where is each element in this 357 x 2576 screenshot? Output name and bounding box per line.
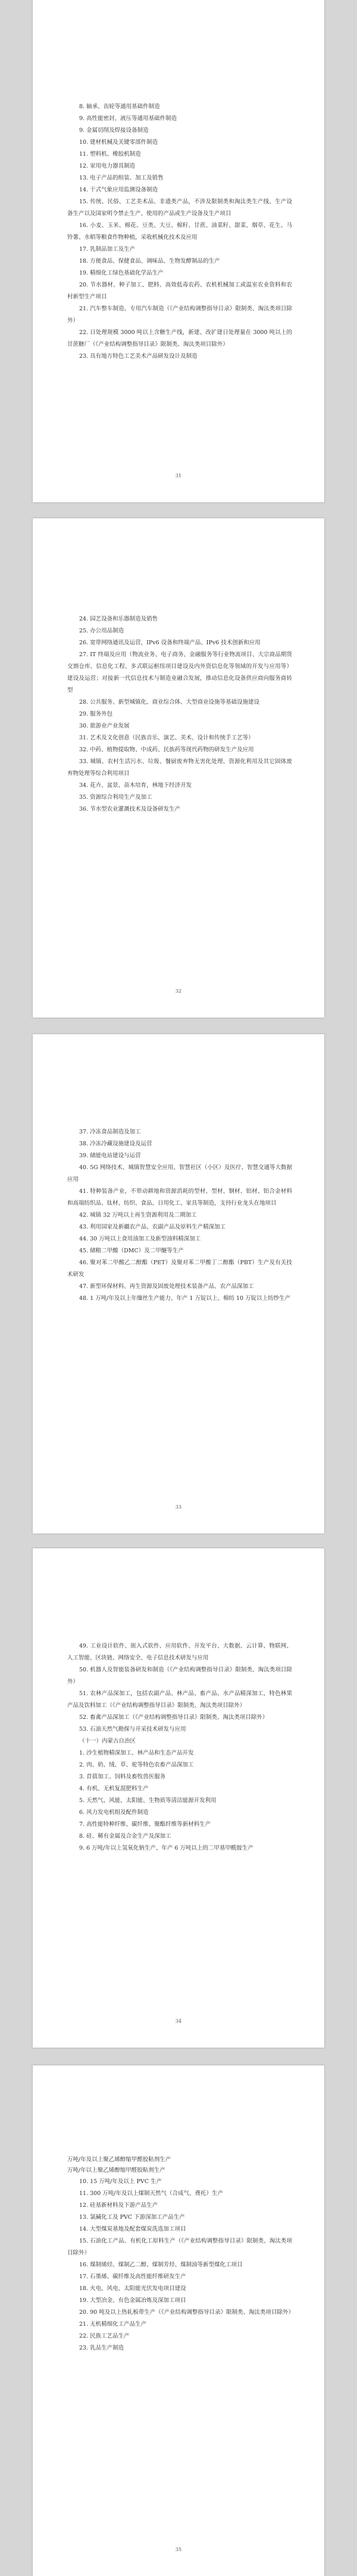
- list-item: 17. 乳制品加工及生产: [79, 246, 136, 253]
- list-item: 10. 建材机械及关键零部件制造: [79, 139, 158, 146]
- list-item: 19. 大型冶金、有色金属冶炼及深加工项目: [79, 2297, 186, 2304]
- list-item: 43. 利用国家及新疆农产品、农副产品及原料生产精深加工: [79, 1224, 226, 1230]
- list-item: 50. 机器人及智能装备研发和制造（《产业结构调整指导目录》限制类、淘汰类项目除外）: [67, 1667, 292, 1685]
- section-heading: （十一）内蒙古自治区: [79, 1738, 136, 1744]
- list-item: 21. 汽车整车制造、专用汽车制造（《产业结构调整指导目录》限制类、淘汰类项目除外）: [67, 306, 292, 324]
- list-item: 47. 新型环保材料、再生资源及固废处理技术装备产品、农产品深加工: [79, 1283, 254, 1290]
- page-number: 32: [175, 988, 182, 994]
- list-item: 1. 沙生植物精深加工、林产品和生态产品开发: [79, 1750, 194, 1756]
- list-item: 44. 30 万吨以上食用油加工及新型油料精深加工: [79, 1236, 201, 1242]
- list-item: 17. 石墨烯、碳纤维及高性能纤维研发生产: [79, 2273, 186, 2280]
- list-item: 2. 肉、奶、绒、草、驼等特色农畜产品深加工: [79, 1762, 194, 1768]
- list-item: 53. 石油天然气勘探与开采技术研发与应用: [79, 1726, 186, 1733]
- list-item: 33. 城镇、农村生活污水、垃圾、餐厨废弃物无害化处理、资源化利用及其它固体废弃物处理等综合利用项目: [67, 758, 292, 777]
- list-item: 14. 大型煤炭基地及配套煤炭洗选加工项目: [79, 2226, 186, 2232]
- list-item: 7. 高性能特种纤维、碳纤维、聚酯纤维等新材料生产: [79, 1821, 211, 1828]
- list-item: 40. 5G 网络技术、城镇智慧安全应用、智慧社区（小区）及医疗、智慧交通等大数据应用: [67, 1164, 292, 1183]
- carryover-line: 万吨/年以上聚乙烯醇缩甲醛胶粘剂生产: [67, 2167, 165, 2174]
- list-item: 20. 90 吨及以上热轧板带生产（《产业结构调整指导目录》限制类、淘汰类项目除外）: [79, 2309, 294, 2316]
- list-item: 8. 硅、稀有金属及合金生产及深加工: [79, 1833, 171, 1840]
- list-item: 23. 具有地方特色工艺美术产品研发设计及制造: [79, 353, 198, 360]
- list-item: 51. 农林产品深加工，包括农副产品、林产品、畜产品、水产品精深加工，特色林果产品及饮料加工（《产业结构调整指导目录》限制类、淘汰类项目除外）: [67, 1690, 292, 1709]
- list-item: 22. 民族工艺品生产: [79, 2333, 130, 2339]
- list-item: 10. 15 万吨/年及以上 PVC 生产: [79, 2178, 162, 2185]
- list-item: 14. 干式气象应用监测设备制造: [79, 187, 158, 193]
- page-number: 31: [175, 473, 182, 478]
- list-item: 12. 家用电力器具制造: [79, 163, 136, 169]
- list-item: 30. 旅游业产业发展: [79, 723, 130, 729]
- list-item: 13. 氯碱化工及 PVC 下游深加工产品生产: [79, 2214, 185, 2221]
- list-item: 35. 资源综合利用生产及加工: [79, 794, 152, 801]
- list-item: 15. 石油化工产品、有机化工原料生产（《产业结构调整指导目录》限制类、淘汰类项目除外）: [67, 2238, 292, 2256]
- page-2-content: [67, 613, 292, 815]
- list-item: 24. 园艺设备和乐器制造及销售: [79, 616, 158, 622]
- list-item: 9. 6 万吨/年以上氢氧化钠生产、年产 6 万吨以上的二甲基甲酰胺生产: [79, 1845, 253, 1851]
- page-4-content: [67, 1640, 292, 1854]
- list-item: 26. 宽带网络通讯及运营，IPv6 设备和终端产品、IPv6 技术创新和应用: [79, 640, 261, 646]
- list-item: 13. 电子产品的组装、加工及销售: [79, 175, 164, 181]
- list-item: 18. 火电、风电、太阳能光伏发电项目建设: [79, 2285, 186, 2292]
- list-item: 38. 冷冻冷藏设施建设及运营: [79, 1141, 152, 1147]
- list-item: 22. 日处理规模 3000 吨以上含糖生产线，新建、改扩建日处理量在 3000 吨以上的甘蔗糖厂（《产业结构调整指导目录》限制类、淘汰类项目除外）: [67, 329, 292, 348]
- list-item: 9. 高性能密封、液压等通用基础件制造: [79, 115, 177, 122]
- list-item: 16. 煤制烯烃、煤制乙二醇、煤制芳烃、煤制油等新型煤化工项目: [79, 2262, 243, 2268]
- page-number: 34: [175, 2018, 182, 2024]
- list-item: 25. 办公用品制造: [79, 628, 124, 634]
- list-item: 5. 天然气、风能、太阳能、生物质等清洁能源开发利用: [79, 1797, 217, 1804]
- list-item: 20. 节水器材、种子加工、肥料、高效低毒农药、农机机械加工或温室农业资料和农村新型生产项目: [67, 282, 292, 300]
- list-item: 11. 300 万吨/年及以上煤制天然气（合成气、费托）生产: [79, 2190, 223, 2197]
- list-item: 28. 公共服务、新型城镇化、商业综合体、大型商业设施等基础设施建设: [79, 699, 260, 706]
- list-item: 3. 苜蓿加工、饲料及畜牧兽医服务: [79, 1774, 166, 1780]
- list-item: 31. 艺术及文化创意（民族音乐、演艺、美术、设计和传统手工艺等）: [79, 735, 254, 741]
- page-3-content: [67, 1126, 292, 1305]
- list-item: 9. 金属切削及焊接设备制造: [79, 127, 149, 134]
- list-item: 27. IT 终端及应用（物流业务、电子商务、金融服务等行业物流项目、大宗商品期货交割仓库、信息化工程、多式联运枢纽项目建设及内外资信息化等领域的开发与应用等）建设及运营；对接新一代信息技术与制造业融合发展，推动信息化设备供应商向服务商转型: [67, 651, 292, 694]
- list-item: 4. 有机、无机复混肥料生产: [79, 1785, 149, 1792]
- list-item: 23. 乳品生产制造: [79, 2345, 124, 2351]
- list-item: 45. 储粮二甲酸（DMC）及二甲醚等生产: [79, 1248, 184, 1254]
- list-item: 29. 服务外包: [79, 711, 113, 717]
- page-1-content: [67, 101, 292, 363]
- list-item: 12. 硅基新材料及下游产品生产: [79, 2202, 158, 2209]
- list-item: 36. 节水型农业灌溉技术及设备研发生产: [79, 806, 181, 813]
- list-item: 16. 小麦、玉米、棉花、豆类、大豆、棉籽、甘蔗、油菜籽、甜菜、烟草、花生、马铃薯、水稻等粮食作物种植，采收机械化技术及应用: [67, 222, 292, 241]
- document-page-4: [33, 1548, 324, 2048]
- list-item: 42. 城镇 32 万吨以上再生资源利用及二期加工: [79, 1212, 197, 1218]
- list-item: 52. 畜禽产品深加工（《产业结构调整指导目录》限制类、淘汰类项目除外）: [79, 1714, 268, 1721]
- list-item: 18. 方便食品、保健食品、调味品、生物发酵制品的生产: [79, 258, 220, 264]
- list-item: 32. 中药、植物提取物、中成药、民族药等现代药物的研发生产及应用: [79, 747, 254, 753]
- list-item: 37. 冷冻食品制造及加工: [79, 1129, 141, 1135]
- list-item: 11. 塑料机、橡胶机制造: [79, 151, 141, 158]
- list-item: 34. 花卉、盆景、苗木培育，林地下经济开发: [79, 782, 192, 789]
- carryover-line: 万吨/年及以上聚乙烯醇缩甲醛胶粘剂生产: [67, 2156, 171, 2163]
- page-5-content: [67, 2155, 292, 2354]
- list-item: 48. 1 万吨/年及以上年缫丝生产能力、年产 1 万锭以上、棉纺 10 万锭以上纺纱生产: [79, 1295, 291, 1302]
- list-item: 6. 风力发电机组及配件制造: [79, 1809, 149, 1816]
- list-item: 46. 聚对苯二甲酸乙二醇酯（PET）及聚对苯二甲酸丁二醇酯（PBT）生产及有关技术研发: [67, 1259, 292, 1278]
- list-item: 39. 储能电站建设与运营: [79, 1152, 141, 1159]
- list-item: 41. 特种装备产业，不带动耕地和资源消耗的型材、型材、钢材、铝材、铝合金材料和高端纺织品、钛材、纺织、食品、日用化工、家具等制造，支持行业龙头在地项目: [67, 1188, 292, 1207]
- list-item: 21. 无机精细化工产品生产: [79, 2321, 147, 2328]
- list-item: 19. 精细化工绿色基础化学品生产: [79, 270, 164, 276]
- list-item: 8. 轴承、齿轮等通用基础件制造: [79, 103, 160, 110]
- document-page-2: [33, 518, 324, 1018]
- document-page-5: [33, 2065, 324, 2576]
- document-page-1: [33, 0, 324, 502]
- list-item: 49. 工业设计软件、嵌入式软件、应用软件、开发平台、大数据、云计算、物联网、人工智能、区块链、网络安全、电子信息技术研发与应用: [67, 1643, 292, 1661]
- document-page-3: [33, 1034, 324, 1533]
- page-number: 35: [175, 2547, 182, 2552]
- list-item: 15. 传统、民俗、工艺美术品、非遗类产品，不涉及限制类和淘汰类生产线、生产设备生产以及国家明令禁止生产、使用的产品或生产设备及生产项目: [67, 199, 292, 217]
- page-number: 33: [175, 1504, 182, 1510]
